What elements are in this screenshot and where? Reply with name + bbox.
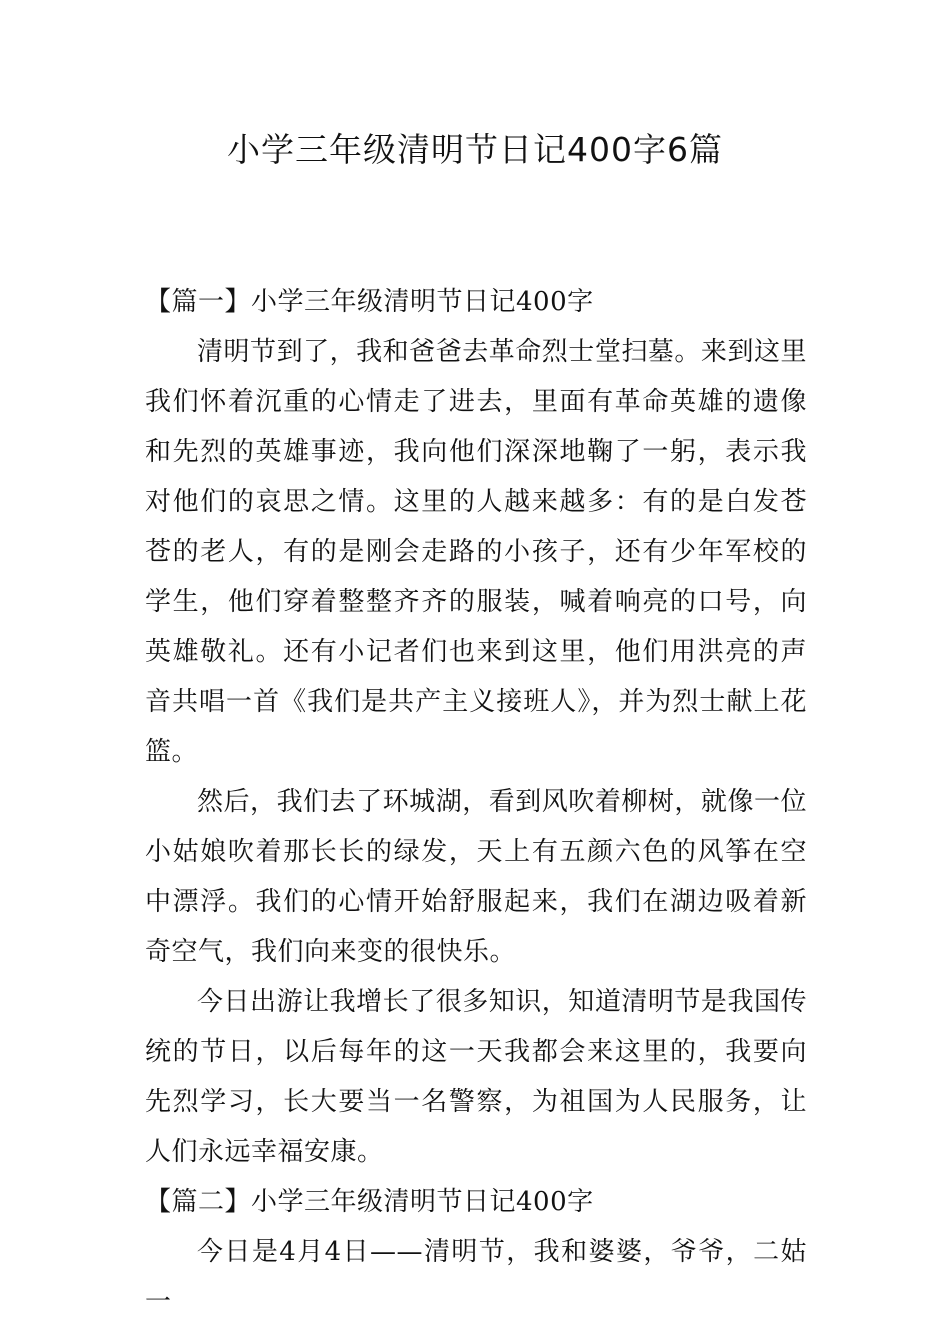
- section-1: [145, 277, 807, 1177]
- section-heading: 【篇二】小学三年级清明节日记400字: [145, 1187, 594, 1217]
- paragraph: 今日出游让我增长了很多知识，知道清明节是我国传统的节日，以后每年的这一天我都会来这里的，我要向先烈学习，长大要当一名警察，为祖国为人民服务，让人们永远幸福安康。: [145, 987, 807, 1167]
- document-body: [145, 277, 807, 1327]
- paragraph: 今日是4月4日——清明节，我和婆婆，爷爷，二姑一: [145, 1237, 807, 1317]
- paragraph: 清明节到了，我和爸爸去革命烈士堂扫墓。来到这里我们怀着沉重的心情走了进去，里面有革命英雄的遗像和先烈的英雄事迹，我向他们深深地鞠了一躬，表示我对他们的哀思之情。这里的人越来越多：有的是白发苍苍的老人，有的是刚会走路的小孩子，还有少年军校的学生，他们穿着整整齐齐的服装，喊着响亮的口号，向英雄敬礼。还有小记者们也来到这里，他们用洪亮的声音共唱一首《我们是共产主义接班人》，并为烈士献上花篮。: [145, 337, 807, 767]
- section-2: [145, 1177, 807, 1327]
- section-heading: 【篇一】小学三年级清明节日记400字: [145, 287, 594, 317]
- document-title: 小学三年级清明节日记400字6篇: [227, 130, 723, 169]
- paragraph: 然后，我们去了环城湖，看到风吹着柳树，就像一位小姑娘吹着那长长的绿发，天上有五颜六色的风筝在空中漂浮。我们的心情开始舒服起来，我们在湖边吸着新奇空气，我们向来变的很快乐。: [145, 787, 807, 967]
